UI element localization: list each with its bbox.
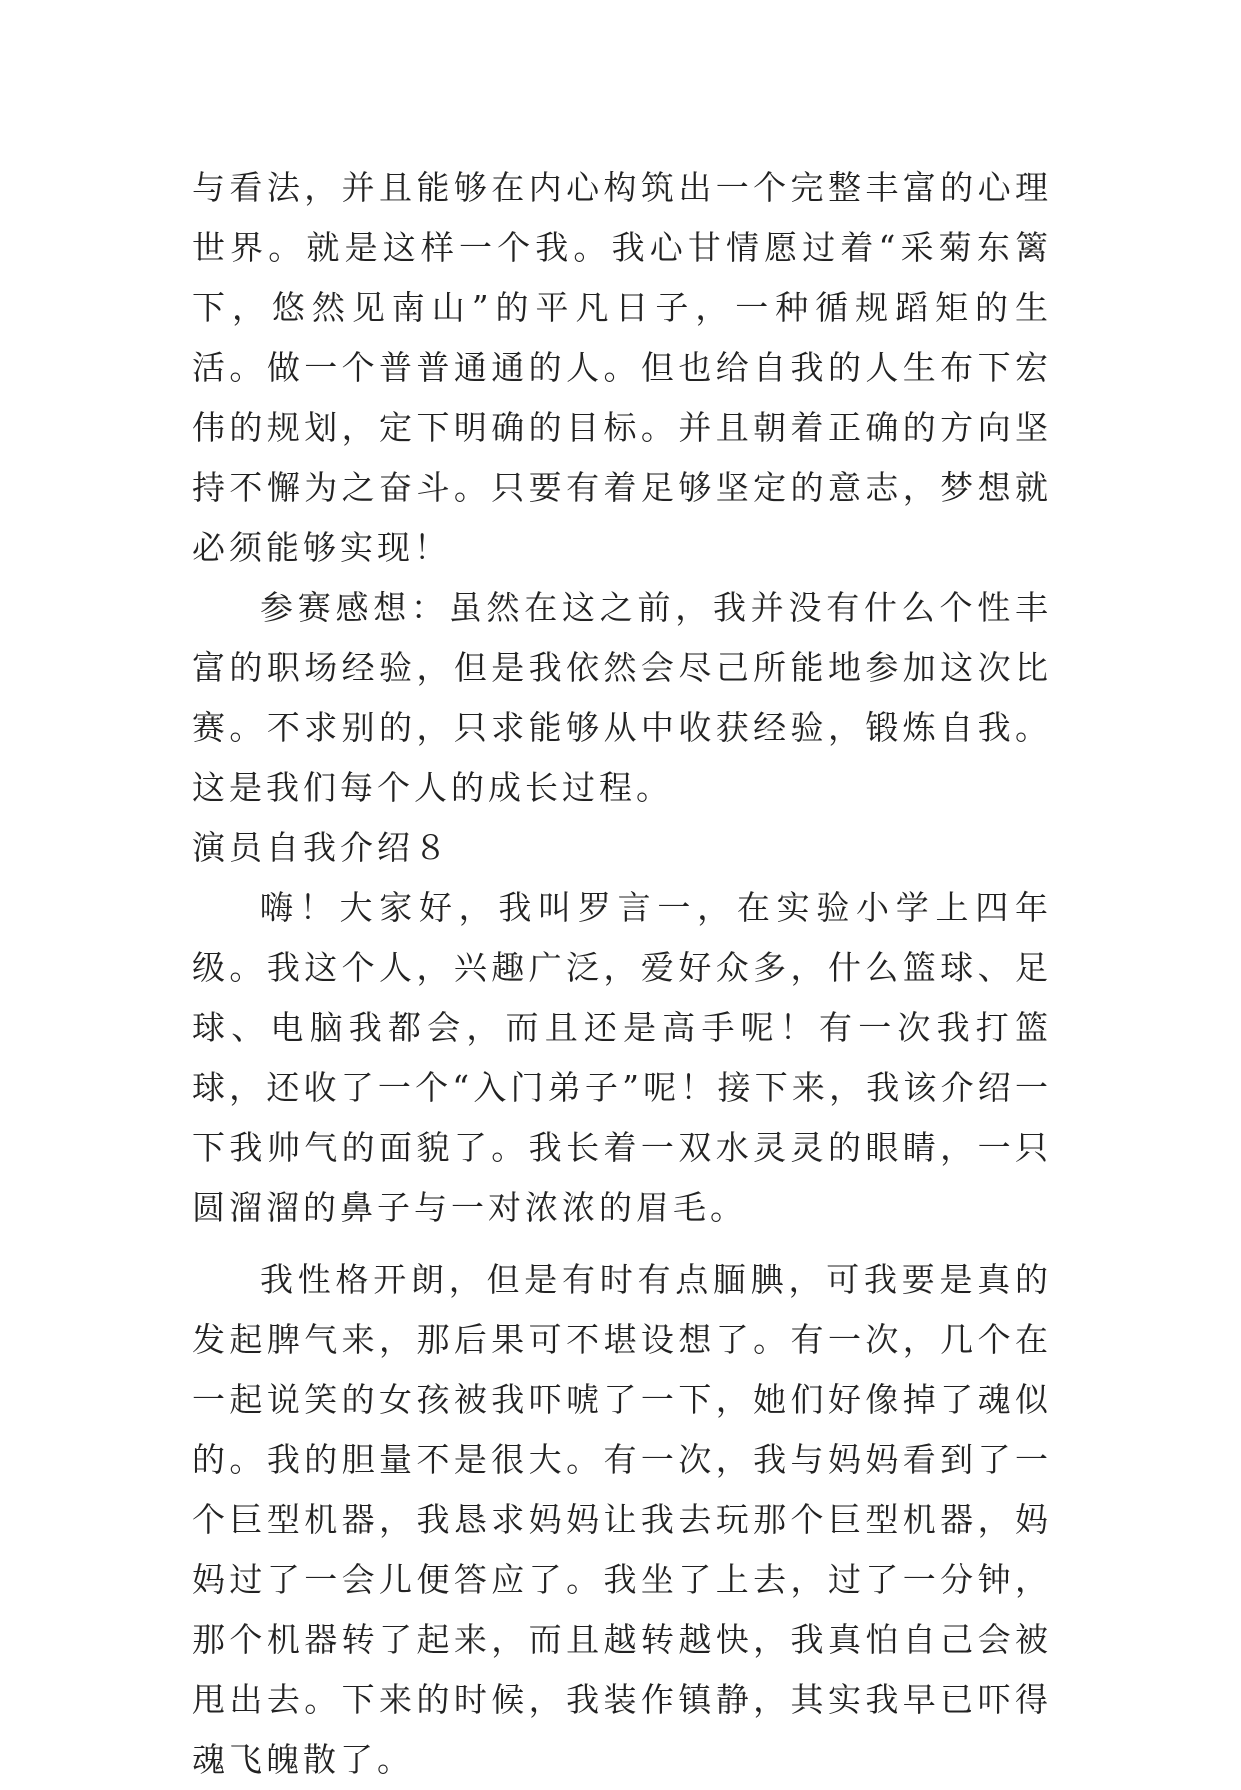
paragraph-personality: 我性格开朗，但是有时有点腼腆，可我要是真的发起脾气来，那后果可不堪设想了。有一次，几个在一起说笑的女孩被我吓唬了一下，她们好像掉了魂似的。我的胆量不是很大。有一次，我与妈妈看到了一个巨型机器，我恳求妈妈让我去玩那个巨型机器，妈妈过了一会儿便答应了。我坐了上去，过了一分钟，那个机器转了起来，而且越转越快，我真怕自己会被甩出去。下来的时候，我装作镇静，其实我早已吓得魂飞魄散了。 [192, 1260, 1052, 1779]
paragraph-gap [192, 1238, 1052, 1250]
document-page [192, 158, 1052, 1790]
paragraph-continuation: 与看法，并且能够在内心构筑出一个完整丰富的心理世界。就是这样一个我。我心甘情愿过着“采菊东篱下，悠然见南山”的平凡日子，一种循规蹈矩的生活。做一个普普通通的人。但也给自我的人生布下宏伟的规划，定下明确的目标。并且朝着正确的方向坚持不懈为之奋斗。只要有着足够坚定的意志，梦想就必须能够实现！ [192, 168, 1052, 567]
section-heading: 演员自我介绍８ [192, 828, 451, 867]
paragraph-contest-thoughts: 参赛感想：虽然在这之前，我并没有什么个性丰富的职场经验，但是我依然会尽己所能地参加这次比赛。不求别的，只求能够从中收获经验，锻炼自我。这是我们每个人的成长过程。 [192, 588, 1052, 807]
paragraph-self-intro: 嗨！大家好，我叫罗言一，在实验小学上四年级。我这个人，兴趣广泛，爱好众多，什么篮球、足球、电脑我都会，而且还是高手呢！有一次我打篮球，还收了一个“入门弟子”呢！接下来，我该介绍一下我帅气的面貌了。我长着一双水灵灵的眼睛，一只圆溜溜的鼻子与一对浓浓的眉毛。 [192, 888, 1052, 1227]
